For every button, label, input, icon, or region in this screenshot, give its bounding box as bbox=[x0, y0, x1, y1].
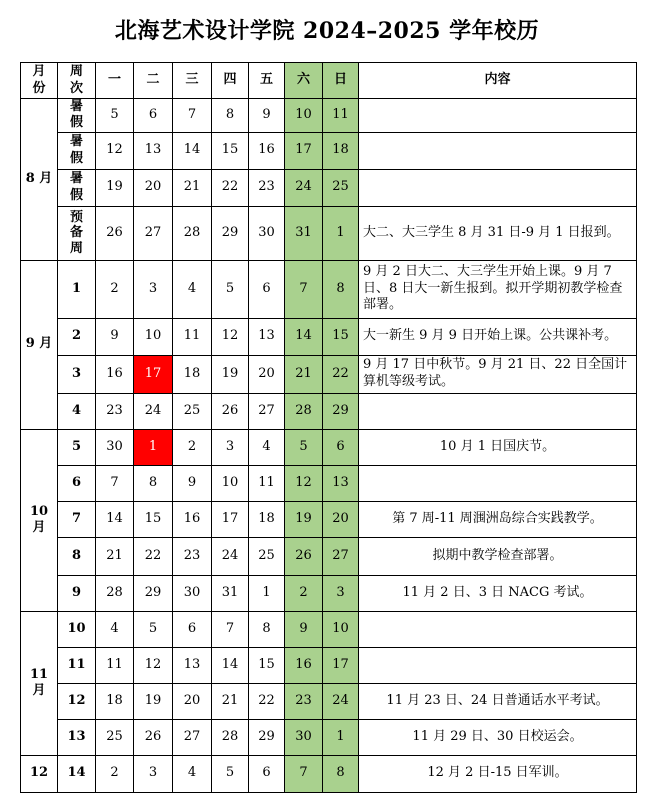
day-cell: 8 bbox=[134, 465, 173, 501]
day-cell: 19 bbox=[134, 683, 173, 719]
month-header: 月 份 bbox=[21, 63, 58, 99]
day-cell: 18 bbox=[96, 683, 134, 719]
day-cell: 10 bbox=[323, 611, 359, 647]
day-cell: 25 bbox=[323, 169, 359, 206]
day-cell: 9 bbox=[173, 465, 212, 501]
content-cell: 大一新生 9 月 9 日开始上课。公共课补考。 bbox=[359, 318, 637, 355]
week-cell: 3 bbox=[58, 355, 96, 393]
content-cell bbox=[359, 132, 637, 169]
day-cell: 23 bbox=[173, 537, 212, 575]
day-cell: 21 bbox=[285, 355, 323, 393]
week-cell: 5 bbox=[58, 429, 96, 465]
day-cell: 14 bbox=[285, 318, 323, 355]
day-cell: 12 bbox=[134, 647, 173, 683]
week-cell: 10 bbox=[58, 611, 96, 647]
day-cell: 2 bbox=[173, 429, 212, 465]
day-cell: 15 bbox=[212, 132, 249, 169]
day-cell: 12 bbox=[212, 318, 249, 355]
day-cell: 31 bbox=[212, 575, 249, 611]
day-cell: 28 bbox=[96, 575, 134, 611]
day-cell: 6 bbox=[173, 611, 212, 647]
day-cell: 5 bbox=[96, 99, 134, 133]
day-cell: 7 bbox=[285, 755, 323, 792]
week-cell: 4 bbox=[58, 393, 96, 429]
content-cell bbox=[359, 99, 637, 133]
day-cell: 28 bbox=[173, 206, 212, 260]
day-cell: 26 bbox=[134, 719, 173, 755]
week-cell: 1 bbox=[58, 260, 96, 318]
day-cell: 13 bbox=[323, 465, 359, 501]
day-cell: 1 bbox=[249, 575, 285, 611]
day-cell: 26 bbox=[96, 206, 134, 260]
week-row bbox=[21, 132, 637, 169]
day-cell: 31 bbox=[285, 206, 323, 260]
day-cell: 6 bbox=[249, 260, 285, 318]
header-row bbox=[21, 63, 637, 99]
week-cell: 6 bbox=[58, 465, 96, 501]
week-row bbox=[21, 429, 637, 465]
day-cell: 20 bbox=[249, 355, 285, 393]
week-row bbox=[21, 393, 637, 429]
day-cell: 1 bbox=[134, 429, 173, 465]
day-cell: 5 bbox=[285, 429, 323, 465]
day-cell: 5 bbox=[212, 755, 249, 792]
day-cell: 8 bbox=[249, 611, 285, 647]
content-cell: 第 7 周-11 周涠洲岛综合实践教学。 bbox=[359, 501, 637, 537]
day-cell: 24 bbox=[285, 169, 323, 206]
day-cell: 17 bbox=[323, 647, 359, 683]
day-cell: 21 bbox=[212, 683, 249, 719]
day-cell: 23 bbox=[249, 169, 285, 206]
week-row bbox=[21, 647, 637, 683]
day-cell: 18 bbox=[323, 132, 359, 169]
day-cell: 10 bbox=[285, 99, 323, 133]
week-row bbox=[21, 755, 637, 792]
day-cell: 8 bbox=[323, 260, 359, 318]
content-cell: 11 月 2 日、3 日 NACG 考试。 bbox=[359, 575, 637, 611]
day-cell: 12 bbox=[285, 465, 323, 501]
week-row bbox=[21, 537, 637, 575]
day-cell: 5 bbox=[134, 611, 173, 647]
content-cell: 大二、大三学生 8 月 31 日-9 月 1 日报到。 bbox=[359, 206, 637, 260]
week-row bbox=[21, 260, 637, 318]
month-cell: 10 月 bbox=[21, 429, 58, 611]
week-row bbox=[21, 719, 637, 755]
day-cell: 25 bbox=[173, 393, 212, 429]
week-cell: 11 bbox=[58, 647, 96, 683]
day-cell: 22 bbox=[249, 683, 285, 719]
day-cell: 18 bbox=[173, 355, 212, 393]
day-cell: 29 bbox=[134, 575, 173, 611]
day-cell: 5 bbox=[212, 260, 249, 318]
week-row bbox=[21, 575, 637, 611]
content-cell: 9 月 2 日大二、大三学生开始上课。9 月 7 日、8 日大一新生报到。拟开学期初教学检查部署。 bbox=[359, 260, 637, 318]
day-header: 一 bbox=[96, 63, 134, 99]
day-cell: 3 bbox=[134, 755, 173, 792]
day-cell: 26 bbox=[212, 393, 249, 429]
week-cell: 13 bbox=[58, 719, 96, 755]
day-cell: 29 bbox=[212, 206, 249, 260]
day-cell: 11 bbox=[323, 99, 359, 133]
day-cell: 22 bbox=[323, 355, 359, 393]
day-cell: 27 bbox=[249, 393, 285, 429]
week-row bbox=[21, 611, 637, 647]
day-header: 六 bbox=[285, 63, 323, 99]
day-cell: 15 bbox=[323, 318, 359, 355]
day-cell: 2 bbox=[285, 575, 323, 611]
day-cell: 14 bbox=[212, 647, 249, 683]
day-cell: 2 bbox=[96, 260, 134, 318]
month-cell: 9 月 bbox=[21, 260, 58, 429]
day-cell: 22 bbox=[134, 537, 173, 575]
month-cell: 11 月 bbox=[21, 611, 58, 755]
day-cell: 30 bbox=[96, 429, 134, 465]
day-cell: 15 bbox=[249, 647, 285, 683]
day-cell: 13 bbox=[134, 132, 173, 169]
day-cell: 29 bbox=[323, 393, 359, 429]
content-cell bbox=[359, 647, 637, 683]
week-cell: 14 bbox=[58, 755, 96, 792]
content-cell bbox=[359, 169, 637, 206]
day-cell: 9 bbox=[96, 318, 134, 355]
week-row bbox=[21, 99, 637, 133]
day-cell: 19 bbox=[96, 169, 134, 206]
content-cell: 11 月 29 日、30 日校运会。 bbox=[359, 719, 637, 755]
week-cell: 8 bbox=[58, 537, 96, 575]
day-cell: 30 bbox=[173, 575, 212, 611]
content-cell: 10 月 1 日国庆节。 bbox=[359, 429, 637, 465]
day-cell: 28 bbox=[285, 393, 323, 429]
day-cell: 23 bbox=[96, 393, 134, 429]
day-cell: 14 bbox=[96, 501, 134, 537]
week-row bbox=[21, 318, 637, 355]
day-cell: 16 bbox=[96, 355, 134, 393]
week-row bbox=[21, 501, 637, 537]
content-cell: 12 月 2 日-15 日军训。 bbox=[359, 755, 637, 792]
week-header: 周 次 bbox=[58, 63, 96, 99]
day-cell: 9 bbox=[285, 611, 323, 647]
day-cell: 20 bbox=[323, 501, 359, 537]
day-cell: 15 bbox=[134, 501, 173, 537]
day-cell: 24 bbox=[134, 393, 173, 429]
day-cell: 7 bbox=[285, 260, 323, 318]
content-cell: 拟期中教学检查部署。 bbox=[359, 537, 637, 575]
day-cell: 24 bbox=[323, 683, 359, 719]
day-cell: 20 bbox=[173, 683, 212, 719]
day-cell: 25 bbox=[249, 537, 285, 575]
content-cell: 9 月 17 日中秋节。9 月 21 日、22 日全国计算机等级考试。 bbox=[359, 355, 637, 393]
day-cell: 8 bbox=[212, 99, 249, 133]
day-cell: 16 bbox=[249, 132, 285, 169]
day-cell: 4 bbox=[173, 260, 212, 318]
day-cell: 7 bbox=[96, 465, 134, 501]
day-cell: 16 bbox=[285, 647, 323, 683]
content-cell bbox=[359, 393, 637, 429]
content-header: 内容 bbox=[359, 63, 637, 99]
content-cell bbox=[359, 611, 637, 647]
day-cell: 27 bbox=[323, 537, 359, 575]
day-cell: 30 bbox=[285, 719, 323, 755]
day-cell: 13 bbox=[173, 647, 212, 683]
day-cell: 12 bbox=[96, 132, 134, 169]
month-cell: 12 bbox=[21, 755, 58, 792]
day-cell: 3 bbox=[323, 575, 359, 611]
day-header: 二 bbox=[134, 63, 173, 99]
day-cell: 11 bbox=[249, 465, 285, 501]
day-cell: 30 bbox=[249, 206, 285, 260]
day-cell: 4 bbox=[96, 611, 134, 647]
week-row bbox=[21, 683, 637, 719]
day-cell: 3 bbox=[212, 429, 249, 465]
day-cell: 6 bbox=[323, 429, 359, 465]
day-cell: 4 bbox=[173, 755, 212, 792]
week-row bbox=[21, 169, 637, 206]
day-cell: 23 bbox=[285, 683, 323, 719]
week-row bbox=[21, 206, 637, 260]
day-cell: 20 bbox=[134, 169, 173, 206]
day-cell: 27 bbox=[134, 206, 173, 260]
week-cell: 暑 假 bbox=[58, 99, 96, 133]
week-cell: 2 bbox=[58, 318, 96, 355]
calendar-table bbox=[20, 62, 637, 793]
day-cell: 21 bbox=[173, 169, 212, 206]
day-header: 三 bbox=[173, 63, 212, 99]
day-cell: 18 bbox=[249, 501, 285, 537]
day-cell: 17 bbox=[134, 355, 173, 393]
day-cell: 9 bbox=[249, 99, 285, 133]
day-cell: 19 bbox=[212, 355, 249, 393]
week-row bbox=[21, 465, 637, 501]
day-cell: 17 bbox=[285, 132, 323, 169]
week-cell: 9 bbox=[58, 575, 96, 611]
day-cell: 1 bbox=[323, 719, 359, 755]
day-cell: 27 bbox=[173, 719, 212, 755]
day-cell: 1 bbox=[323, 206, 359, 260]
content-cell bbox=[359, 465, 637, 501]
day-cell: 2 bbox=[96, 755, 134, 792]
day-cell: 21 bbox=[96, 537, 134, 575]
day-cell: 6 bbox=[249, 755, 285, 792]
day-cell: 26 bbox=[285, 537, 323, 575]
day-cell: 7 bbox=[173, 99, 212, 133]
day-header: 日 bbox=[323, 63, 359, 99]
day-header: 四 bbox=[212, 63, 249, 99]
day-cell: 16 bbox=[173, 501, 212, 537]
day-cell: 10 bbox=[212, 465, 249, 501]
day-cell: 28 bbox=[212, 719, 249, 755]
day-cell: 25 bbox=[96, 719, 134, 755]
day-cell: 29 bbox=[249, 719, 285, 755]
day-cell: 6 bbox=[134, 99, 173, 133]
day-cell: 14 bbox=[173, 132, 212, 169]
day-cell: 4 bbox=[249, 429, 285, 465]
week-cell: 7 bbox=[58, 501, 96, 537]
day-cell: 24 bbox=[212, 537, 249, 575]
week-cell: 暑 假 bbox=[58, 132, 96, 169]
day-cell: 17 bbox=[212, 501, 249, 537]
day-cell: 11 bbox=[173, 318, 212, 355]
page-title: 北海艺术设计学院 2024–2025 学年校历 bbox=[114, 18, 540, 44]
content-cell: 11 月 23 日、24 日普通话水平考试。 bbox=[359, 683, 637, 719]
day-cell: 3 bbox=[134, 260, 173, 318]
day-cell: 10 bbox=[134, 318, 173, 355]
day-cell: 13 bbox=[249, 318, 285, 355]
day-cell: 7 bbox=[212, 611, 249, 647]
month-cell: 8 月 bbox=[21, 99, 58, 261]
day-cell: 11 bbox=[96, 647, 134, 683]
day-header: 五 bbox=[249, 63, 285, 99]
day-cell: 19 bbox=[285, 501, 323, 537]
week-row bbox=[21, 355, 637, 393]
week-cell: 暑 假 bbox=[58, 169, 96, 206]
day-cell: 22 bbox=[212, 169, 249, 206]
week-cell: 12 bbox=[58, 683, 96, 719]
week-cell: 预 备 周 bbox=[58, 206, 96, 260]
day-cell: 8 bbox=[323, 755, 359, 792]
calendar-body bbox=[21, 99, 637, 793]
